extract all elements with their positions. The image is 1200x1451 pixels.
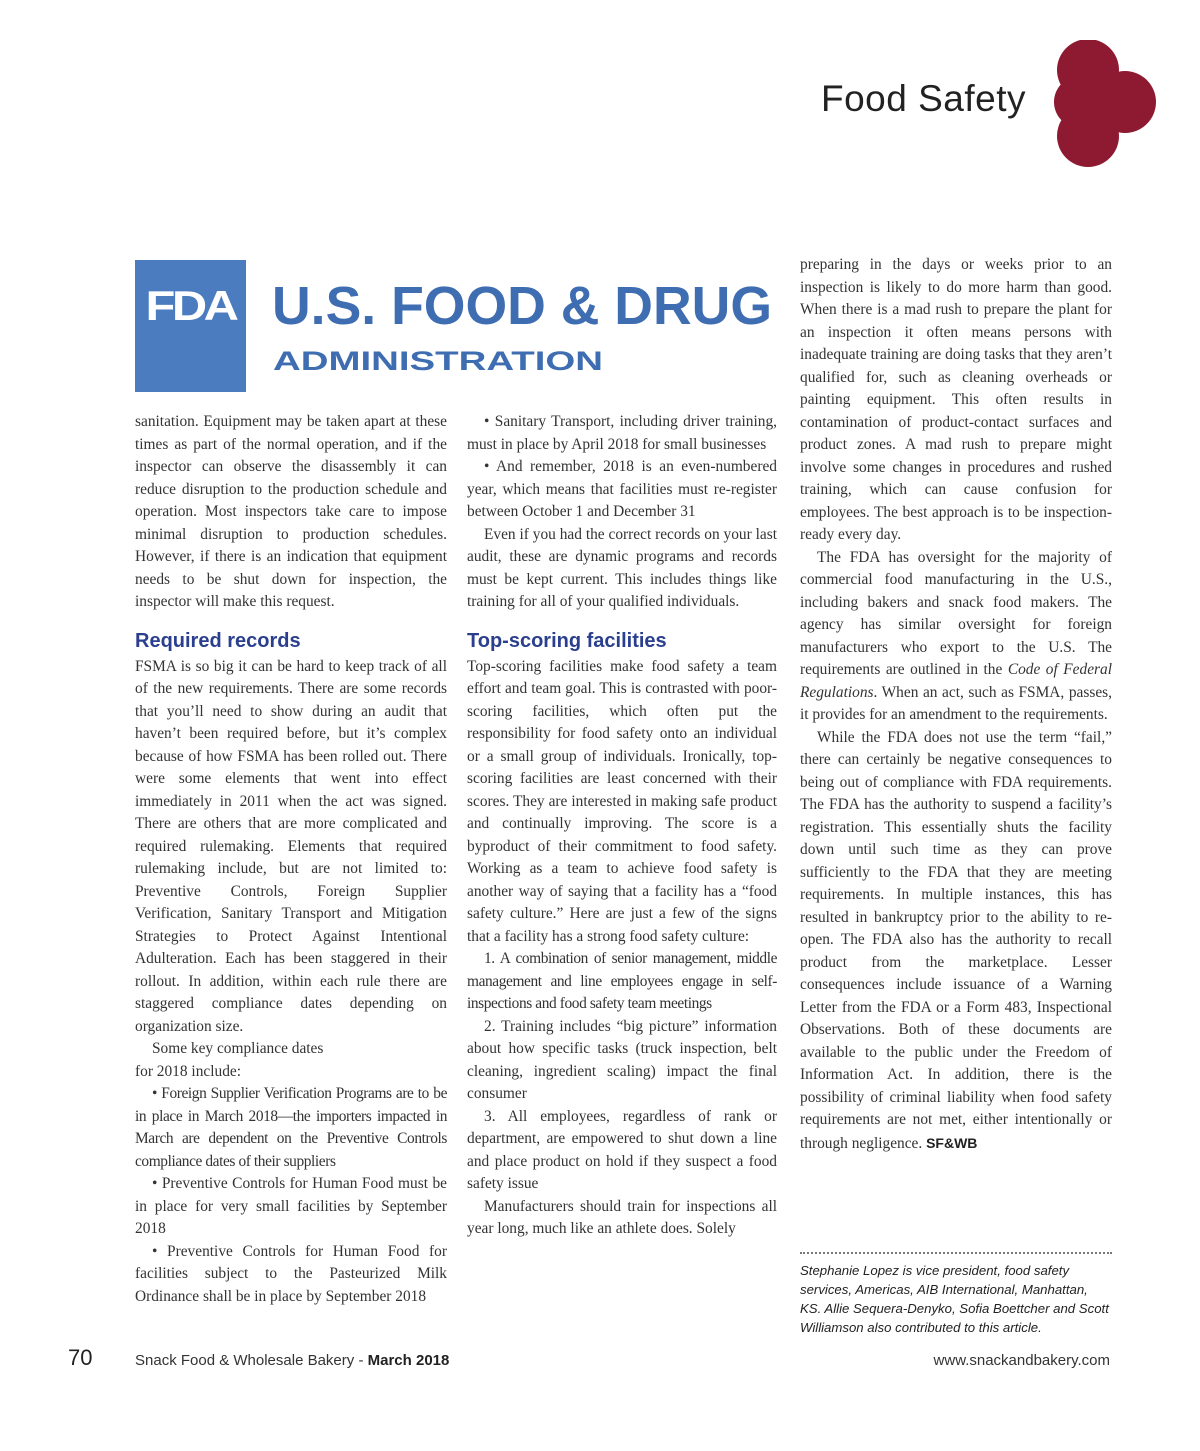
list-item: 1. A combination of senior management, middle management and line employees engage in self-inspections and food safety team meetings <box>467 950 777 1012</box>
fda-logo-title: U.S. FOOD & DRUG <box>272 276 772 336</box>
list-item: • Foreign Supplier Verification Programs are to be in place in March 2018—the importers impacted in March are dependent on the Preventive Controls compliance dates of their suppliers <box>135 1085 447 1170</box>
paragraph <box>800 547 1112 727</box>
heading-required-records: Required records <box>135 629 301 652</box>
article-column-2 <box>467 411 777 1241</box>
publication-signoff: SF&WB <box>926 1134 978 1151</box>
text-run: While the FDA does not use the term “fail,” there can certainly be negative consequences to being out of compliance with FDA requirements. The FDA has the authority to suspend a facility’s registration. This essentially shuts the facility down until such time as they can prove sufficiently to the FDA that they are meeting requirements. In multiple instances, this has resulted in bankruptcy prior to the ability to re-open. The FDA also has the authority to recall product from the marketplace. Lesser consequences include issuance of a Warning Letter from the FDA or a Form 483, Inspectional Observations. Both of these documents are available to the public under the Freedom of Information Act. In addition, there is the possibility of criminal liability when food safety requirements are not met, either intentionally or through negligence. <box>800 728 1112 1152</box>
footer-separator: - <box>354 1352 368 1369</box>
fda-logo-subtitle: ADMINISTRATION <box>273 346 603 376</box>
list-item: • And remember, 2018 is an even-numbered year, which means that facilities must re-register between October 1 and December 31 <box>467 458 777 520</box>
fda-logo-mark-text: FDA <box>145 282 239 329</box>
section-accent-blob <box>1040 40 1160 175</box>
article-column-1 <box>135 411 447 1308</box>
section-title: Food Safety <box>820 78 1026 119</box>
list-item: 2. Training includes “big picture” information about how specific tasks (truck inspection, belt cleaning, ingredient scaling) impact the final consumer <box>467 1017 777 1102</box>
footer-url[interactable]: www.snackandbakery.com <box>933 1352 1110 1369</box>
issue-date: March 2018 <box>367 1352 450 1369</box>
heading-top-scoring-facilities: Top-scoring facilities <box>467 629 667 652</box>
list-item: • Preventive Controls for Human Food must be in place for very small facilities by September 2018 <box>135 1175 447 1237</box>
list-item: 3. All employees, regardless of rank or department, are empowered to shut down a line and place product on hold if they suspect a food safety issue <box>467 1107 777 1192</box>
paragraph: Top-scoring facilities make food safety a team effort and team goal. This is contrasted with poor-scoring facilities, which often put the responsibility for food safety onto an individual or a small group of individuals. Ironically, top-scoring facilities are least concerned with their scores. They are interested in making safe product and continually improving. The score is a byproduct of their commitment to food safety. Working as a team to achieve food safety is another way of saying that a facility has a “food safety culture.” Here are just a few of the signs that a facility has a strong food safety culture: <box>467 657 777 945</box>
author-bio: Stephanie Lopez is vice president, food safety services, Americas, AIB International, Manhattan, KS. Allie Sequera-Denyko, Sofia Boettcher and Scott Williamson also contributed to this article. <box>800 1252 1112 1337</box>
code-of-federal-regulations: Code of Federal Regulations <box>800 661 1112 701</box>
paragraph: Some key compliance dates for 2018 include: <box>135 1040 324 1080</box>
page-number: 70 <box>68 1345 93 1370</box>
list-item: • Preventive Controls for Human Food for facilities subject to the Pasteurized Milk Ordinance shall be in place by September 2018 <box>135 1242 447 1305</box>
text-run: The FDA has oversight for the majority of commercial food manufacturing in the U.S., including bakers and snack food makers. The agency has similar oversight for foreign manufacturers who export to the U.S. The requirements are outlined in the <box>800 548 1112 678</box>
paragraph <box>800 727 1112 1156</box>
list-item: • Sanitary Transport, including driver training, must in place by April 2018 for small businesses <box>467 413 777 453</box>
paragraph: Even if you had the correct records on your last audit, these are dynamic programs and records must be kept current. This includes things like training for all of your qualified individuals. <box>467 525 777 610</box>
paragraph: sanitation. Equipment may be taken apart at these times as part of the normal operation, and if the inspector can observe the disassembly it can reduce disruption to the production schedule and operation. Most inspectors take care to impose minimal disruption to production schedules. However, if there is an indication that equipment needs to be shut down for inspection, the inspector will make this request. <box>135 413 447 610</box>
paragraph: FSMA is so big it can be hard to keep track of all of the new requirements. There are some records that you’ll need to show during an audit that haven’t been required before, but it’s complex because of how FSMA has been rolled out. There were some elements that went into effect immediately in 2011 when the act was signed. There are others that are more complicated and required rulemaking. Elements that required rulemaking include, but are not limited to: Preventive Controls, Foreign Supplier Verification, Sanitary Transport and Mitigation Strategies to Protect Against Intentional Adulteration. Each has been staggered in their rollout. In addition, within each rule there are staggered compliance dates depending on organization size. <box>135 657 447 1035</box>
text-run: . When an act, such as FSMA, passes, it provides for an amendment to the requirements. <box>800 683 1112 723</box>
publication-name: Snack Food & Wholesale Bakery <box>135 1352 355 1369</box>
footer-publication <box>135 1352 449 1369</box>
article-column-3 <box>800 254 1112 1155</box>
paragraph: Manufacturers should train for inspections all year long, much like an athlete does. Solely <box>467 1197 777 1237</box>
fda-logo <box>135 260 780 395</box>
paragraph: preparing in the days or weeks prior to an inspection is likely to do more harm than good. When there is a mad rush to prepare the plant for an inspection it often means persons with inadequate training are doing tasks that they aren’t qualified for, such as cleaning overheads or painting equipment. This often results in contamination of product-contact surfaces and product zones. A mad rush to prepare might involve some changes in procedures and rushed training, which can cause confusion for employees. The best approach is to be inspection-ready every day. <box>800 256 1112 543</box>
